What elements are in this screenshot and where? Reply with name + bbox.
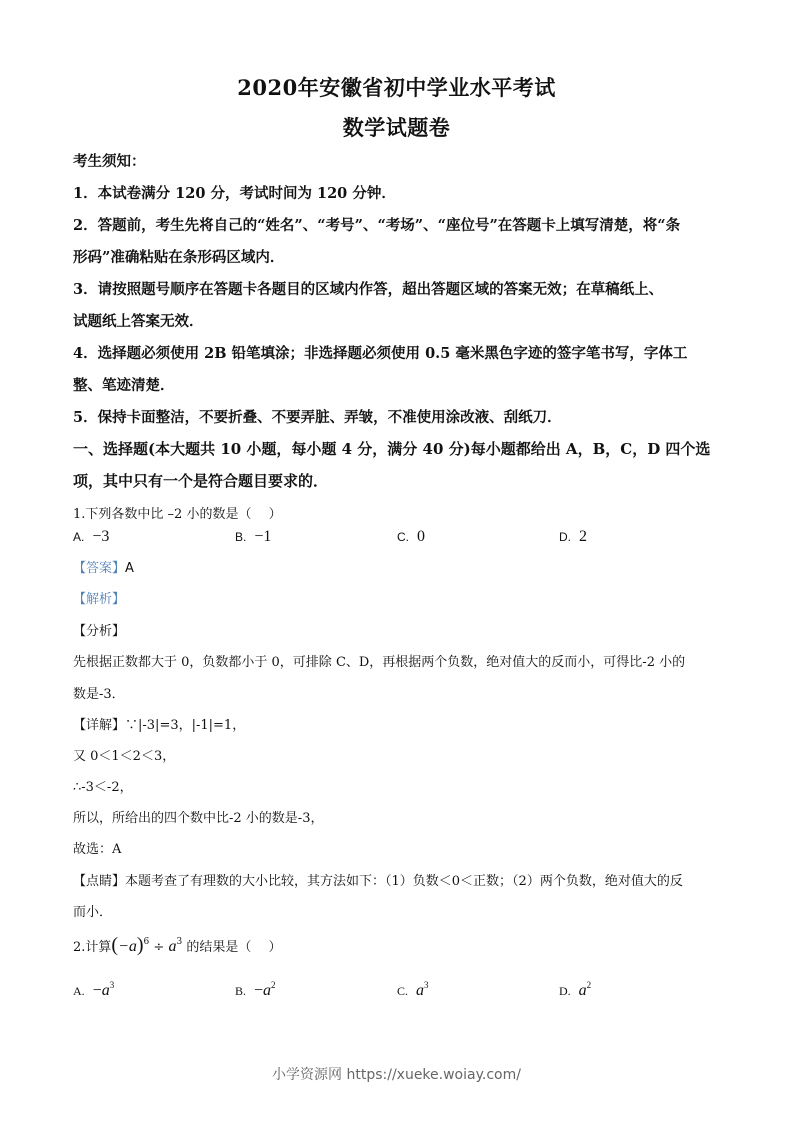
analysis-tag: 【解析】: [73, 592, 126, 607]
option-b: B. $-a^2$: [235, 980, 276, 999]
notice-item: 4．选择题必须使用 2B 铅笔填涂；非选择题必须使用 0.5 毫米黑色字迹的签字笔书写，字体工: [73, 345, 688, 362]
question-2-stem: 2.计算$(-a)^6 \div a^3$ 的结果是（ ）: [73, 934, 282, 956]
fenxi-tag: 【分析】: [73, 624, 126, 639]
notice-item: 5．保持卡面整洁，不要折叠、不要弄脏、弄皱，不准使用涂改液、刮纸刀．: [73, 409, 562, 426]
notice-item: 1．本试卷满分 120 分，考试时间为 120 分钟．: [73, 185, 396, 202]
comment-line: 而小．: [73, 905, 113, 920]
section-heading: 一、选择题(本大题共 10 小题，每小题 4 分，满分 40 分)每小题都给出 A，B，C，D 四个选: [73, 440, 711, 458]
fenxi-text: 先根据正数都大于 0，负数都小于 0，可排除 C、D，再根据两个负数，绝对值大的反而小，可得比-2 小的: [73, 655, 686, 670]
answer-line: [73, 557, 134, 576]
exam-title: 2020年安徽省初中学业水平考试: [237, 75, 556, 100]
notice-item: 3．请按照题号顺序在答题卡各题目的区域内作答，超出答题区域的答案无效；在草稿纸上、: [73, 281, 664, 298]
question-1-stem: 1.下列各数中比 –2 小的数是（ ）: [73, 507, 282, 522]
detail-tag: 【详解】: [73, 718, 126, 733]
option-d: D. $a^2$: [559, 980, 592, 999]
comment-line: 【点睛】本题考查了有理数的大小比较，其方法如下：（1）负数＜0＜正数；（2）两个负数，绝对值大的反: [73, 874, 683, 889]
detail-line: 又 0＜1＜2＜3，: [73, 749, 176, 764]
notice-heading: 考生须知：: [73, 153, 146, 170]
notice-item: 试题纸上答案无效．: [73, 313, 204, 330]
option-d: D. 2: [559, 528, 587, 545]
notice-item: 形码”准确粘贴在条形码区域内．: [73, 249, 285, 266]
detail-line: 所以，所给出的四个数中比-2 小的数是-3，: [73, 811, 324, 826]
comment-tag: 【点睛】: [73, 874, 126, 889]
footer-watermark: 小学资源网 https://xueke.woiay.com/: [272, 1067, 521, 1083]
detail-line: 故选：A: [73, 842, 122, 857]
notice-item: 2．答题前，考生先将自己的“姓名”、“考号”、“考场”、“座位号”在答题卡上填写清楚，将“条: [73, 217, 681, 234]
expr-base: −a: [118, 938, 137, 955]
fenxi-text: 数是-3．: [73, 687, 125, 702]
detail-line: 【详解】∵|-3|=3，|-1|=1，: [73, 718, 246, 733]
option-b: B. −1: [235, 528, 272, 545]
exam-subtitle: 数学试题卷: [342, 115, 451, 140]
detail-line: ∴-3＜-2，: [73, 780, 133, 795]
option-a: A. $-a^3$: [73, 980, 115, 999]
option-c: C. $a^3$: [397, 980, 429, 999]
option-c: C. 0: [397, 528, 425, 545]
section-heading: 项，其中只有一个是符合题目要求的．: [73, 472, 329, 490]
option-a: A. −3: [73, 528, 110, 545]
notice-item: 整、笔迹清楚．: [73, 377, 175, 394]
answer-value: A: [125, 561, 134, 576]
answer-tag: 【答案】: [73, 561, 126, 576]
